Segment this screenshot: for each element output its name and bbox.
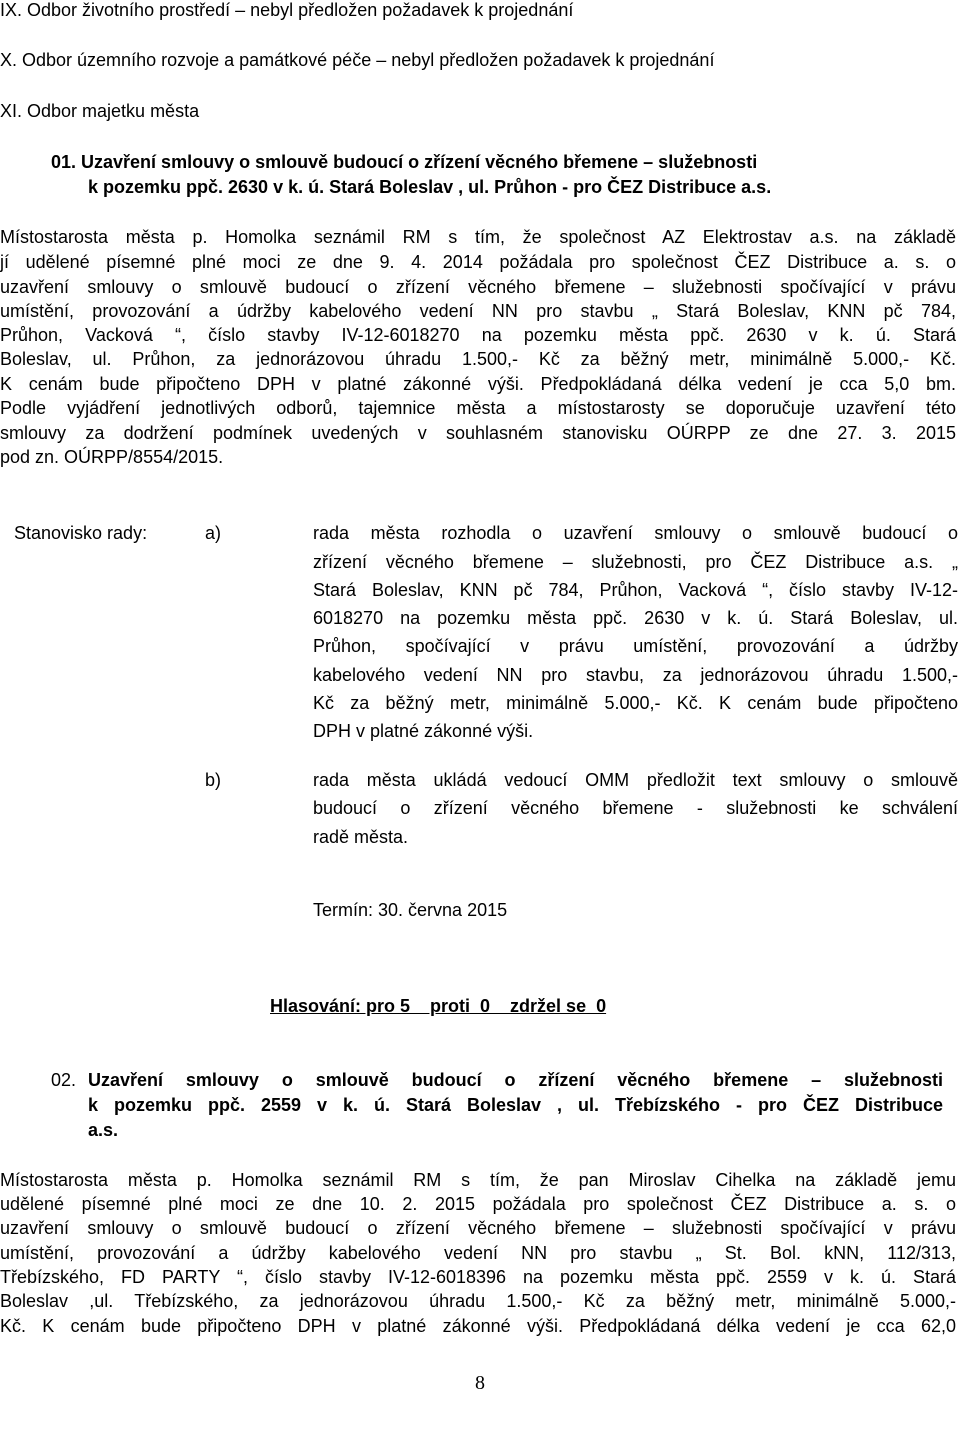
resolution-b-line: radě města.	[313, 827, 409, 847]
resolution-a-line: 6018270 na pozemku města ppč. 2630 v k. ú. Stará Boleslav, ul.	[313, 608, 958, 628]
resolution-a-line: DPH v platné zákonné výši.	[313, 721, 534, 741]
item2-body-line: umístění, provozování a údržby kabelového vedení NN pro stavbu „ St. Bol. kNN, 112/313,	[0, 1243, 956, 1263]
section-xi: XI. Odbor majetku města	[0, 101, 200, 121]
item1-body-line: Podle vyjádření jednotlivých odborů, tajemnice města a místostarosty se doporučuje uzavření této	[0, 398, 956, 418]
resolution-a-line: Stará Boleslav, KNN pč 784, Průhon, Vacková “, číslo stavby IV-12-	[313, 580, 958, 600]
item1-body-line: Boleslav, ul. Průhon, za jednorázovou úhradu 1.500,- Kč za běžný metr, minimálně 5.000,- Kč.	[0, 349, 956, 369]
item1-body-line: umístění, provozování a údržby kabelového vedení NN pro stavbu „ Stará Boleslav, KNN pč 784,	[0, 301, 956, 321]
hlasovani: Hlasování: pro 5 proti 0 zdržel se 0	[270, 996, 607, 1016]
resolution-a-line: rada města rozhodla o uzavření smlouvy o smlouvě budoucí o	[313, 523, 958, 543]
resolution-a-line: zřízení věcného břemene – služebnosti, pro ČEZ Distribuce a.s. „	[313, 552, 958, 572]
item2-heading-line1: Uzavření smlouvy o smlouvě budoucí o zřízení věcného břemene – služebnosti	[88, 1070, 943, 1090]
item1-body-line: Průhon, Vacková “, číslo stavby IV-12-6018270 na pozemku města ppč. 2630 v k. ú. Stará	[0, 325, 956, 345]
item2-body-line: Třebízského, FD PARTY “, číslo stavby IV-12-6018396 na pozemku města ppč. 2559 v k. ú. Stará	[0, 1267, 956, 1287]
resolution-b-line: rada města ukládá vedoucí OMM předložit text smlouvy o smlouvě	[313, 770, 958, 790]
item2-body-line: uzavření smlouvy o smlouvě budoucí o zřízení věcného břemene – služebnosti spočívající v právu	[0, 1218, 956, 1238]
item1-body-line: smlouvy za dodržení podmínek uvedených v souhlasném stanovisku OÚRPP ze dne 27. 3. 2015	[0, 423, 956, 443]
item2-heading-line3: a.s.	[88, 1120, 119, 1140]
page-number: 8	[475, 1372, 485, 1394]
item1-body-line: pod zn. OÚRPP/8554/2015.	[0, 447, 224, 467]
resolution-b-line: budoucí o zřízení věcného břemene - služebnosti ke schválení	[313, 798, 958, 818]
item1-body-line: uzavření smlouvy o smlouvě budoucí o zřízení věcného břemene – služebnosti spočívající v právu	[0, 277, 956, 297]
resolution-a-line: kabelového vedení NN pro stavbu, za jednorázovou úhradu 1.500,-	[313, 665, 958, 685]
resolution-b-label: b)	[205, 770, 222, 790]
item2-body-line: Kč. K cenám bude připočteno DPH v platné zákonné výši. Předpokládaná délka vedení je cca 62,0	[0, 1316, 956, 1336]
item2-body-line: Místostarosta města p. Homolka seznámil RM s tím, že pan Miroslav Cihelka na základě jemu	[0, 1170, 956, 1190]
item2-body-line: Boleslav ,ul. Třebízského, za jednorázovou úhradu 1.500,- Kč za běžný metr, minimálně 5.000,-	[0, 1291, 956, 1311]
item1-heading-line1: 01. Uzavření smlouvy o smlouvě budoucí o zřízení věcného břemene – služebnosti	[51, 152, 758, 172]
item2-body-line: udělené písemné plné moci ze dne 10. 2. 2015 požádala pro společnost ČEZ Distribuce a. s. o	[0, 1194, 956, 1214]
item1-body-line: K cenám bude připočteno DPH v platné zákonné výši. Předpokládaná délka vedení je cca 5,0 bm.	[0, 374, 956, 394]
item2-heading-line2: k pozemku ppč. 2559 v k. ú. Stará Boleslav , ul. Třebízského - pro ČEZ Distribuce	[88, 1095, 943, 1115]
resolution-a-line: Průhon, spočívající v právu umístění, provozování a údržby	[313, 636, 958, 656]
resolution-a-line: Kč za běžný metr, minimálně 5.000,- Kč. K cenám bude připočteno	[313, 693, 958, 713]
item1-heading-line2: k pozemku ppč. 2630 v k. ú. Stará Boleslav , ul. Průhon - pro ČEZ Distribuce a.s.	[88, 177, 772, 197]
termin: Termín: 30. června 2015	[313, 900, 508, 920]
item1-body-line: jí udělené písemné plné moci ze dne 9. 4. 2014 požádala pro společnost ČEZ Distribuce a. s. o	[0, 252, 956, 272]
section-ix: IX. Odbor životního prostředí – nebyl předložen požadavek k projednání	[0, 0, 574, 20]
item1-body-line: Místostarosta města p. Homolka seznámil RM s tím, že společnost AZ Elektrostav a.s. na základě	[0, 227, 956, 247]
section-x: X. Odbor územního rozvoje a památkové péče – nebyl předložen požadavek k projednání	[0, 50, 715, 70]
item2-number: 02.	[51, 1070, 77, 1090]
stanovisko-label: Stanovisko rady:	[14, 523, 148, 543]
resolution-a-label: a)	[205, 523, 222, 543]
